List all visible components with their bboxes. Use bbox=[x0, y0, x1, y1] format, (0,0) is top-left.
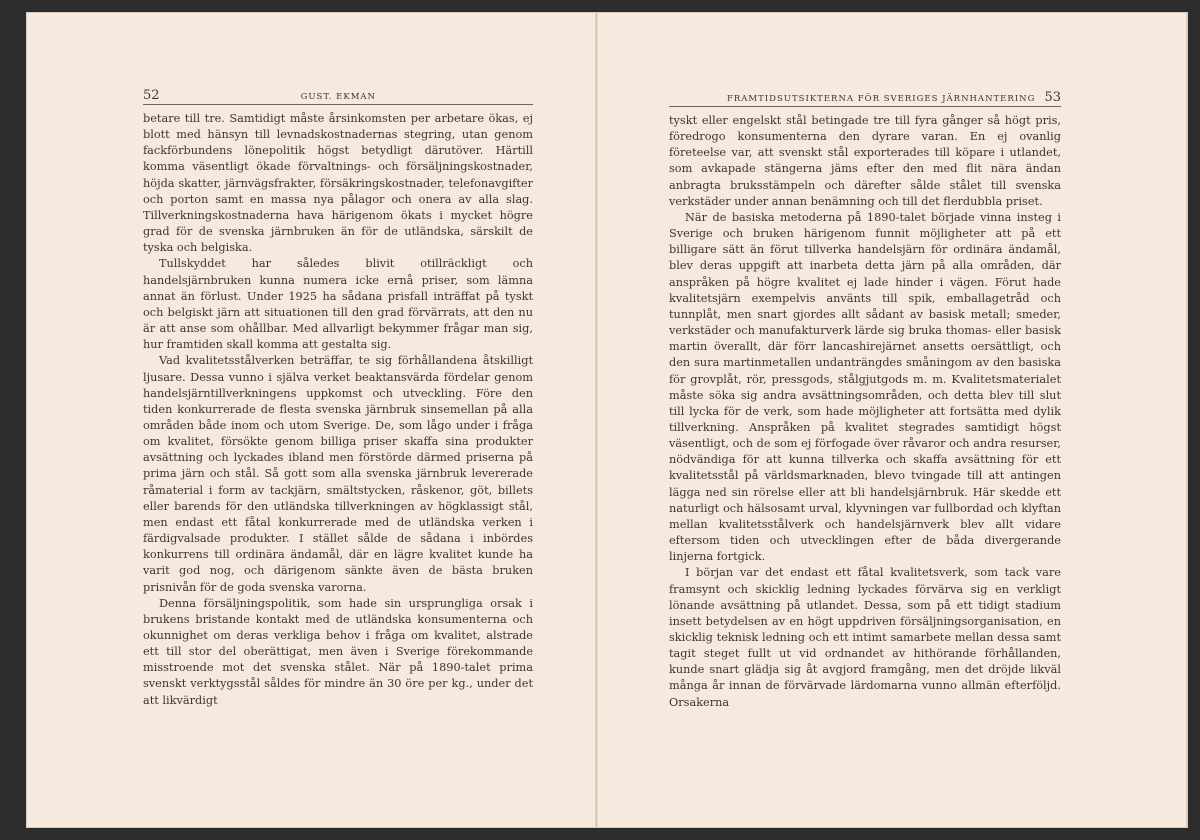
right-page-header bbox=[669, 82, 1061, 107]
paragraph: I början var det endast ett fåtal kvalitetsverk, som tack vare framsynt och skicklig ledning lyckades förvärva sig en verkligt lönande avsättning på utlandet. Dessa, som på ett tidigt stadium insett betydelsen av en högt uppdriven försäljningsorganisation, en skicklig teknisk ledning och ett intimt samarbete mellan dessa samt tagit steget fullt ut vid ordnandet av hithörande förhållanden, kunde snart glädja sig åt avgjord framgång, men det dröjde likväl många år innan de förvärvade lärdomarna vunno allmän efterföljd. Orsakerna bbox=[669, 566, 1061, 709]
left-running-head: GUST. EKMAN bbox=[300, 92, 376, 102]
paragraph: När de basiska metoderna på 1890-talet började vinna insteg i Sverige och bruken härigenom funnit möjligheter att på ett billigare sätt än förut tillverka handelsjärn för ordinära ändamål, blev deras uppgift att inarbeta detta järn på alla områden, där anspråken på högre kvalitet ej lade hinder i vägen. Förut hade kvalitetsjärn exempelvis använts till spik, emballagetråd och tunnplåt, men snart gjordes allt sådant av basisk metall; smeder, verkstäder och manufakturverk lärde sig bruka thomas- eller basisk martin överallt, där förr lancashirejärnet ansetts oersättligt, och den sura martinmetallen undanträngdes småningom av den basiska för grovplåt, rör, pressgods, stålgjutgods m. m. Kvalitetsmaterialet måste söka sig andra avsättningsområden, och detta blev till slut till lycka för de verk, som hade möjligheter att fortsätta med dylik tillverkning. Anspråken på kvalitet stegrades samtidigt högst väsentligt, och de som ej förfogade över råvaror och andra resurser, nödvändiga för att kunna tillverka och skaffa avsättning för ett kvalitetsstål på världsmarknaden, blevo tvingade till att antingen lägga ned sin rörelse eller att bli handelsjärnbruk. Här skedde ett naturligt och hälsosamt urval, klyvningen var fullbordad och klyftan mellan kvalitetsstålverk och handelsjärnverk blev allt vidare eftersom tiden och utvecklingen efter de båda divergerande linjerna fortgick. bbox=[669, 210, 1061, 564]
right-running-head: FRAMTIDSUTSIKTERNA FÖR SVERIGES JÄRNHANTERING bbox=[727, 94, 1036, 104]
right-page-number: 53 bbox=[1044, 90, 1061, 105]
left-page bbox=[143, 80, 533, 709]
paragraph: tyskt eller engelskt stål betingade tre till fyra gånger så högt pris, föredrogo konsumenterna den dyrare varan. En ej ovanlig företeelse var, att svenskt stål exporterades till köpare i utlandet, som avkapade stängerna jäms efter den med flit nära ändan anbragta bruksstämpeln och därefter sålde stålet till svenska verkstäder under annan benämning och till det flerdubbla priset. bbox=[669, 114, 1061, 208]
paragraph: Denna försäljningspolitik, som hade sin ursprungliga orsak i brukens bristande kontakt med de utländska konsumenterna och okunnighet om deras verkliga behov i fråga om kvalitet, alstrade ett till stor del oberättigat, men även i Sverige förekommande misstroende mot det svenska stålet. När på 1890-talet prima svenskt verktygsstål såldes för mindre än 30 öre per kg., under det att likvärdigt bbox=[143, 596, 533, 707]
paragraph: Tullskyddet har således blivit otillräckligt och handelsjärnbruken kunna numera icke ernå priser, som lämna annat än förlust. Under 1925 ha sådana prisfall inträffat på tyskt och belgiskt järn att situationen till den grad förvärrats, att den nu är att anse som ohållbar. Med allvarligt bekymmer frågar man sig, hur framtiden skall komma att gestalta sig. bbox=[143, 257, 533, 352]
paragraph: Vad kvalitetsstålverken beträffar, te sig förhållandena åtskilligt ljusare. Dessa vunno i själva verket beaktansvärda fördelar genom handelsjärntillverkningens uppkomst och utveckling. Före den tiden konkurrerade de flesta svenska järnbruk sinsemellan på alla områden både inom och utom Sverige. De, som lågo under i fråga om kvalitet, försökte genom billiga priser skaffa sina produkter avsättning och lyckades ibland men förstörde därmed priserna på prima järn och stål. Så gott som alla svenska järnbruk levererade råmaterial i form av tackjärn, smältstycken, råskenor, göt, billets eller barends för den utländska tillverkningen av högklassigt stål, men endast ett fåtal konkurrerade med de utländska verken i färdigvalsade produkter. I stället sålde de sådana i inbördes konkurrens till ordinära ändamål, där en lägre kvalitet kunde ha varit god nog, och därigenom sänkte även de bästa bruken prisnivån för de goda svenska varorna. bbox=[143, 354, 533, 594]
right-page-body bbox=[669, 113, 1061, 711]
left-page-body bbox=[143, 111, 533, 709]
right-page bbox=[669, 90, 1061, 711]
book-gutter bbox=[595, 12, 598, 828]
left-page-header bbox=[143, 80, 533, 105]
page-edge bbox=[1186, 12, 1187, 828]
left-page-number: 52 bbox=[143, 88, 160, 103]
paragraph: betare till tre. Samtidigt måste årsinkomsten per arbetare ökas, ej blott med hänsyn till levnadskostnadernas stegring, utan genom fackförbundens lönepolitik högst betydligt därutöver. Härtill komma väsentligt ökade förvaltnings- och försäljningskostnader, höjda skatter, järnvägsfrakter, försäkringskostnader, telefonavgifter och porton samt en massa nya pålagor och onera av alla slag. Tillverkningskostnaderna hava härigenom ökats i mycket högre grad för de svenska järnbruken än för de utländska, särskilt de tyska och belgiska. bbox=[143, 112, 533, 255]
